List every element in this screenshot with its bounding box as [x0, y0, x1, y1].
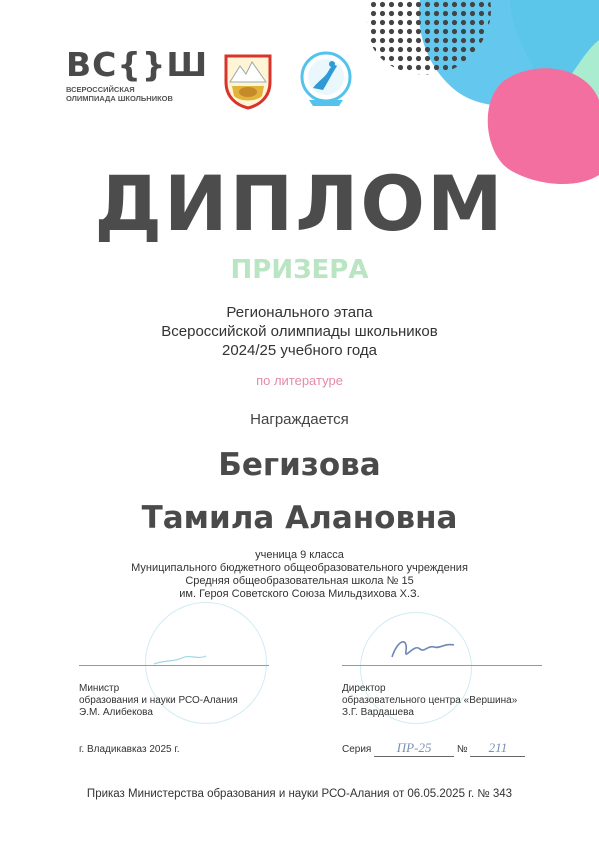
awarded-label: Награждается: [250, 411, 349, 428]
recipient-given-names: Тамила Алановна: [141, 500, 458, 536]
vsosh-logo: [66, 45, 209, 103]
order-reference: Приказ Министерства образования и науки РСО-Алания от 06.05.2025 г. № 343: [86, 788, 513, 800]
vsosh-logo-subtitle: ВСЕРОССИЙСКАЯ ОЛИМПИАДА ШКОЛЬНИКОВ: [66, 85, 173, 103]
signature-left-icon: [150, 650, 210, 670]
stage-line-3: 2024/25 учебного года: [222, 342, 377, 359]
series-label: Серия: [342, 744, 372, 755]
signatory-left-name: Э.М. Алибекова: [79, 707, 153, 718]
diploma-title: ДИПЛОМ: [94, 159, 505, 248]
vershina-logo-icon: [299, 50, 353, 110]
diploma-subtitle: ПРИЗЕРА: [230, 255, 369, 285]
signature-right-icon: [388, 633, 458, 667]
school-line-3: Средняя общеобразовательная школа № 15: [185, 575, 414, 587]
signature-line-right: [342, 665, 542, 666]
school-line-1: ученица 9 класса: [255, 549, 344, 561]
signatory-right: [342, 683, 517, 719]
stage-line-1: Регионального этапа: [226, 304, 373, 321]
school-description: [0, 549, 599, 601]
signatory-right-title: Директор: [342, 683, 386, 694]
city-year: г. Владикавказ 2025 г.: [79, 744, 180, 755]
series-value: ПР-25: [374, 740, 454, 757]
stage-line-2: Всероссийской олимпиады школьников: [161, 323, 438, 340]
number-label: №: [456, 744, 468, 755]
coat-of-arms-icon: [222, 52, 274, 110]
vsosh-logo-text: ВС{}Ш: [66, 45, 209, 84]
signatory-left: [79, 683, 238, 719]
signatory-right-name: З.Г. Вардашева: [342, 707, 414, 718]
subject-label: по литературе: [256, 373, 343, 388]
signatory-right-org: образовательного центра «Вершина»: [342, 695, 518, 706]
number-value: 211: [470, 740, 525, 757]
recipient-surname: Бегизова: [218, 447, 381, 483]
school-line-4: им. Героя Советского Союза Мильдзихова Х.З.: [179, 588, 420, 600]
signatory-left-title: Министр: [79, 683, 120, 694]
stage-description: [0, 303, 599, 360]
school-line-2: Муниципального бюджетного общеобразовательного учреждения: [131, 562, 468, 574]
signature-line-left: [79, 665, 269, 666]
signatory-left-org: образования и науки РСО-Алания: [79, 695, 238, 706]
series-number: [342, 740, 525, 757]
